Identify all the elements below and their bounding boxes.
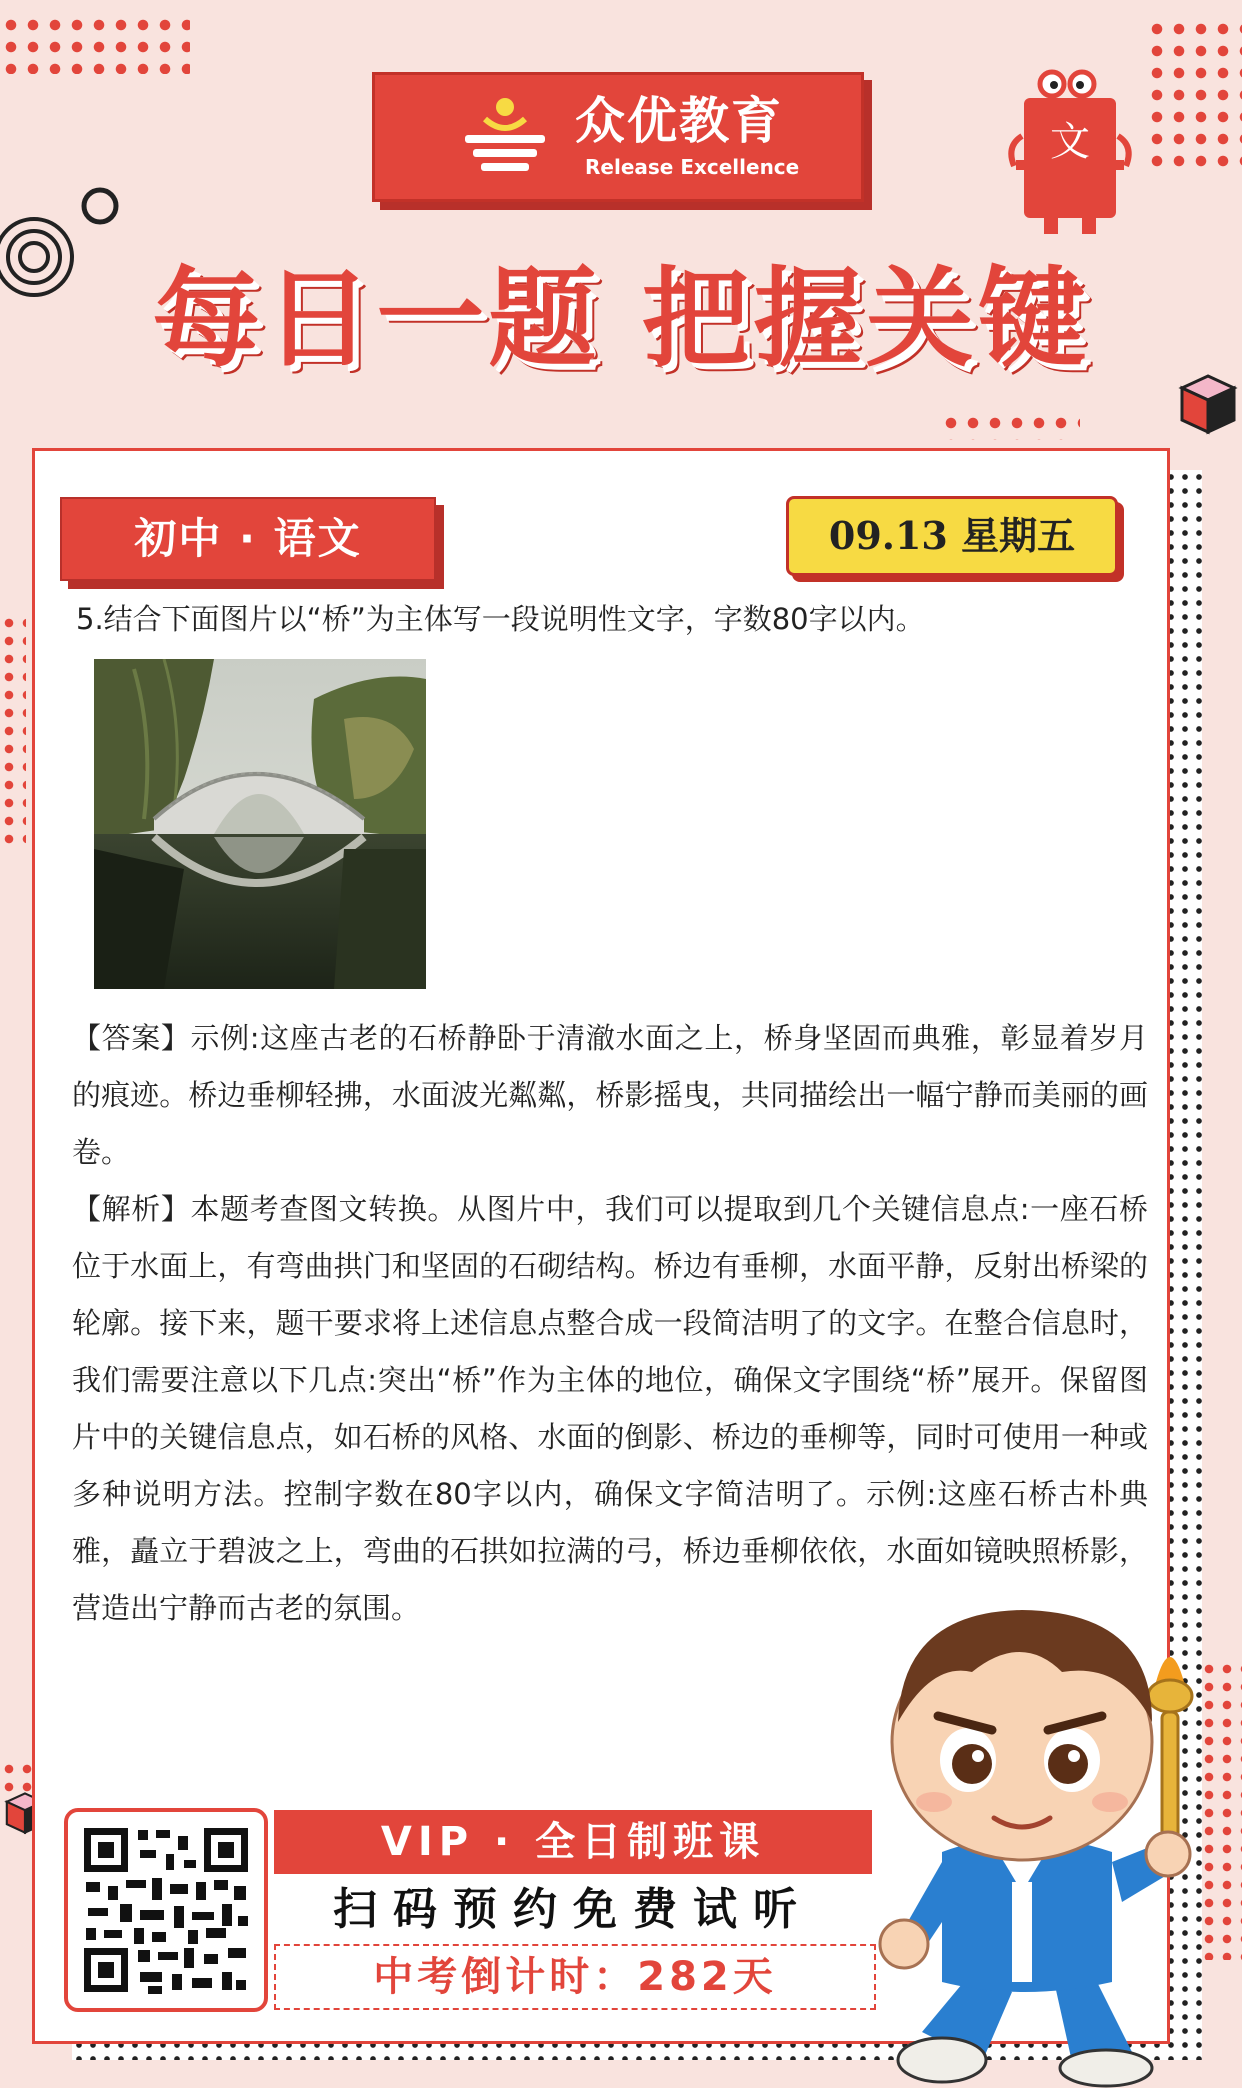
logo-mark-icon (455, 93, 555, 181)
ring-icon (78, 184, 122, 228)
explanation-block (72, 1010, 1148, 1637)
vip-course-bar: VIP · 全日制班课 (274, 1810, 872, 1874)
qr-code-frame[interactable] (64, 1808, 268, 2012)
exam-countdown: 中考倒计时：282天 (274, 1944, 876, 2010)
page-headline: 每日一题 把握关键 (152, 257, 1090, 382)
mascot-badge-text: 文 (1050, 119, 1090, 165)
date-tag: 09.13 星期五 (786, 496, 1118, 576)
question-text: 5.结合下面图片以“桥”为主体写一段说明性文字，字数80字以内。 (76, 602, 925, 636)
answer-paragraph: 【答案】示例:这座古老的石桥静卧于清澈水面之上，桥身坚固而典雅，彰显着岁月的痕迹。桥边垂柳轻拂，水面波光粼粼，桥影摇曳，共同描绘出一幅宁静而美丽的画卷。 (72, 1021, 1148, 1169)
subject-tag: 初中 · 语文 (60, 497, 436, 581)
deco-dots-top-left (0, 14, 190, 74)
deco-dots-mid-right (940, 412, 1080, 440)
qr-code-icon[interactable] (80, 1824, 252, 1996)
brand-logo-banner (372, 72, 864, 202)
deco-dots-top-right (1146, 18, 1242, 174)
bridge-photo (94, 659, 426, 989)
deco-dots-left (0, 614, 26, 844)
analysis-paragraph: 【解析】本题考查图文转换。从图片中，我们可以提取到几个关键信息点:一座石桥位于水面上，有弯曲拱门和坚固的石砌结构。桥边有垂柳，水面平静，反射出桥梁的轮廓。接下来，题干要求将上述信息点整合成一段简洁明了的文字。在整合信息时，我们需要注意以下几点:突出“桥”作为主体的地位，确保文字围绕“桥”展开。保留图片中的关键信息点，如石桥的风格、水面的倒影、桥边的垂柳等，同时可使用一种或多种说明方法。控制字数在80字以内，确保文字简洁明了。示例:这座石桥古朴典雅，矗立于碧波之上，弯曲的石拱如拉满的弓，桥边垂柳依依，水面如镜映照桥影，营造出宁静而古老的氛围。 (72, 1192, 1148, 1625)
mascot-figure (862, 1592, 1208, 2088)
scan-prompt: 扫码预约免费试听 (333, 1884, 813, 1935)
brand-name-en: Release Excellence (585, 155, 800, 179)
brand-name-cn: 众优教育 (575, 92, 783, 150)
